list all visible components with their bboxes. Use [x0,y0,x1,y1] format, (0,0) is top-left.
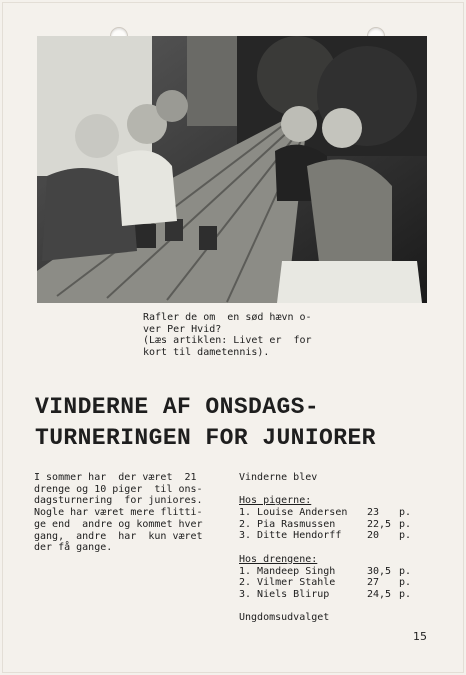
winner-score: 30,5 [367,565,392,577]
winner-unit: p. [399,588,412,600]
winner-unit: p. [399,565,412,577]
girls-winner-row [239,519,429,531]
photo-players-at-table [37,36,427,303]
girls-winner-row [239,507,429,519]
photo-illustration [37,36,427,303]
winner-unit: p. [399,577,412,589]
photo-caption: Rafler de om en sød hævn o- ver Per Hvid? (Læs artiklen: Livet er for kort til dametennis). [143,312,312,358]
winner-score: 20 [367,530,380,542]
boys-winner-row [239,566,429,578]
winner-score: 27 [367,577,380,589]
page-number: 15 [413,630,427,643]
winner-score: 23 [367,507,380,519]
winner-unit: p. [399,507,412,519]
winner-name: 2. Pia Rasmussen [239,518,336,530]
winner-name: 3. Niels Blirup [239,588,330,600]
winner-name: 3. Ditte Hendorff [239,530,342,542]
winner-name: 2. Vilmer Stahle [239,577,336,589]
winner-unit: p. [399,518,412,530]
winners-heading: Vinderne blev [239,472,318,483]
winner-score: 24,5 [367,588,392,600]
girls-label: Hos pigerne: [239,495,312,507]
winners-list [239,472,429,624]
boys-label: Hos drengene: [239,553,318,565]
winner-name: 1. Mandeep Singh [239,565,336,577]
signature: Ungdomsudvalget [239,612,330,624]
article-intro-text: I sommer har der været 21 drenge og 10 piger til ons- dagsturnering for juniores. Nogle har været mere flitti- ge end andre og kommet hver gang, andre har kun været der få gange. [34,472,203,554]
girls-winner-row [239,530,429,542]
winner-name: 1. Louise Andersen [239,507,348,519]
winner-score: 22,5 [367,518,392,530]
article-headline: VINDERNE AF ONSDAGS- TURNERINGEN FOR JUNIORER [35,394,376,451]
boys-winner-row [239,577,429,589]
winner-unit: p. [399,530,412,542]
boys-winner-row [239,589,429,601]
